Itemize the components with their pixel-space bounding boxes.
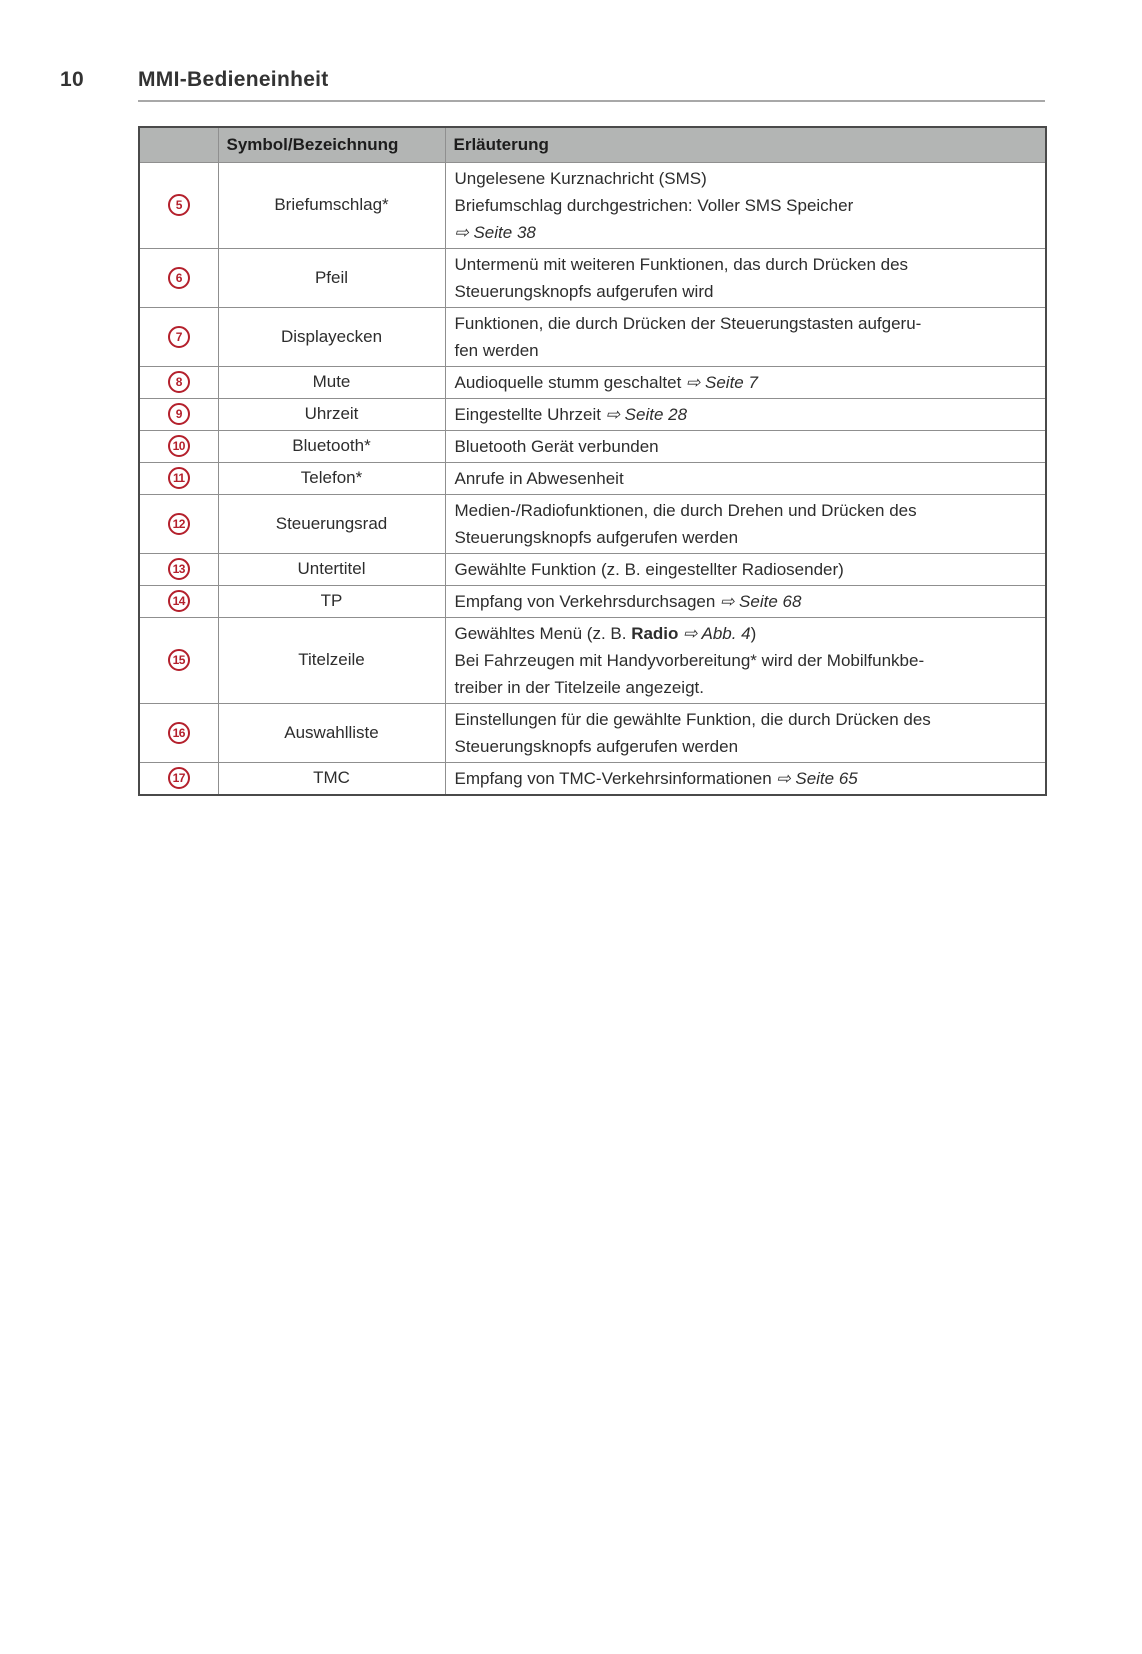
symbol-name: Telefon* xyxy=(218,462,445,494)
item-number-cell xyxy=(139,494,218,553)
item-number-cell xyxy=(139,703,218,762)
description-cell xyxy=(445,430,1046,462)
header-rule xyxy=(138,100,1045,102)
item-number-cell xyxy=(139,248,218,307)
circled-number: 8 xyxy=(168,371,190,393)
symbol-name: Bluetooth* xyxy=(218,430,445,462)
item-number-cell xyxy=(139,307,218,366)
table-row xyxy=(139,585,1046,617)
description-line: Empfang von TMC-Verkehrsinformationen ⇨ Seite 65 xyxy=(454,768,858,788)
item-number-cell xyxy=(139,398,218,430)
table-head xyxy=(139,127,1046,162)
symbol-table xyxy=(138,126,1047,796)
circled-number: 16 xyxy=(168,722,190,744)
description-cell xyxy=(445,617,1046,703)
description-cell xyxy=(445,248,1046,307)
table-row xyxy=(139,553,1046,585)
description-cell xyxy=(445,553,1046,585)
table-row xyxy=(139,366,1046,398)
table-row xyxy=(139,617,1046,703)
circled-number: 5 xyxy=(168,194,190,216)
item-number-cell xyxy=(139,762,218,795)
item-number-cell xyxy=(139,553,218,585)
circled-number: 10 xyxy=(168,435,190,457)
description-line: Gewählte Funktion (z. B. eingestellter Radiosender) xyxy=(454,559,844,579)
description-cell xyxy=(445,762,1046,795)
description-line: Steuerungsknopfs aufgerufen wird xyxy=(454,281,714,301)
circled-number: 9 xyxy=(168,403,190,425)
description-cell xyxy=(445,366,1046,398)
description-line: fen werden xyxy=(454,340,539,360)
description-line: Eingestellte Uhrzeit ⇨ Seite 28 xyxy=(454,404,688,424)
table-row xyxy=(139,703,1046,762)
header-cell-description: Erläuterung xyxy=(445,127,1046,162)
description-cell xyxy=(445,398,1046,430)
page-title: MMI-Bedieneinheit xyxy=(138,68,329,91)
description-cell xyxy=(445,162,1046,248)
description-line: Gewähltes Menü (z. B. Radio ⇨ Abb. 4) xyxy=(454,623,757,643)
page-header xyxy=(60,68,1142,92)
description-line: Funktionen, die durch Drücken der Steuerungstasten aufgeru- xyxy=(454,313,922,333)
circled-number: 15 xyxy=(168,649,190,671)
symbol-name: Displayecken xyxy=(218,307,445,366)
description-cell xyxy=(445,307,1046,366)
symbol-name: TP xyxy=(218,585,445,617)
table-row xyxy=(139,462,1046,494)
table-body xyxy=(139,162,1046,795)
description-line: Audioquelle stumm geschaltet ⇨ Seite 7 xyxy=(454,372,758,392)
circled-number: 7 xyxy=(168,326,190,348)
item-number-cell xyxy=(139,617,218,703)
symbol-name: Steuerungsrad xyxy=(218,494,445,553)
description-line: ⇨ Seite 38 xyxy=(454,222,536,242)
header-cell-symbol: Symbol/Bezeichnung xyxy=(218,127,445,162)
description-line: Untermenü mit weiteren Funktionen, das durch Drücken des xyxy=(454,254,909,274)
circled-number: 17 xyxy=(168,767,190,789)
circled-number: 11 xyxy=(168,467,190,489)
item-number-cell xyxy=(139,366,218,398)
table-row xyxy=(139,248,1046,307)
description-line: Bluetooth Gerät verbunden xyxy=(454,436,659,456)
item-number-cell xyxy=(139,430,218,462)
description-line: Empfang von Verkehrsdurchsagen ⇨ Seite 68 xyxy=(454,591,802,611)
symbol-name: Briefumschlag* xyxy=(218,162,445,248)
item-number-cell xyxy=(139,585,218,617)
description-line: Bei Fahrzeugen mit Handyvorbereitung* wird der Mobilfunkbe- xyxy=(454,650,925,670)
symbol-name: Pfeil xyxy=(218,248,445,307)
circled-number: 13 xyxy=(168,558,190,580)
description-line: Einstellungen für die gewählte Funktion, die durch Drücken des xyxy=(454,709,931,729)
symbol-name: Titelzeile xyxy=(218,617,445,703)
circled-number: 14 xyxy=(168,590,190,612)
table-header-row xyxy=(139,127,1046,162)
table-row xyxy=(139,762,1046,795)
description-line: Briefumschlag durchgestrichen: Voller SMS Speicher xyxy=(454,195,854,215)
description-cell xyxy=(445,462,1046,494)
description-line: Ungelesene Kurznachricht (SMS) xyxy=(454,168,707,188)
page-number: 10 xyxy=(60,68,84,91)
symbol-name: Uhrzeit xyxy=(218,398,445,430)
symbol-name: TMC xyxy=(218,762,445,795)
symbol-name: Mute xyxy=(218,366,445,398)
description-line: Anrufe in Abwesenheit xyxy=(454,468,624,488)
description-cell xyxy=(445,494,1046,553)
table-row xyxy=(139,398,1046,430)
description-cell xyxy=(445,703,1046,762)
item-number-cell xyxy=(139,162,218,248)
symbol-name: Auswahlliste xyxy=(218,703,445,762)
table-row xyxy=(139,494,1046,553)
table-row xyxy=(139,430,1046,462)
circled-number: 12 xyxy=(168,513,190,535)
description-line: Steuerungsknopfs aufgerufen werden xyxy=(454,736,739,756)
table-row xyxy=(139,162,1046,248)
table-row xyxy=(139,307,1046,366)
item-number-cell xyxy=(139,462,218,494)
symbol-name: Untertitel xyxy=(218,553,445,585)
description-cell xyxy=(445,585,1046,617)
description-line: treiber in der Titelzeile angezeigt. xyxy=(454,677,704,697)
circled-number: 6 xyxy=(168,267,190,289)
description-line: Medien-/Radiofunktionen, die durch Drehen und Drücken des xyxy=(454,500,917,520)
description-line: Steuerungsknopfs aufgerufen werden xyxy=(454,527,739,547)
header-cell-number xyxy=(139,127,218,162)
